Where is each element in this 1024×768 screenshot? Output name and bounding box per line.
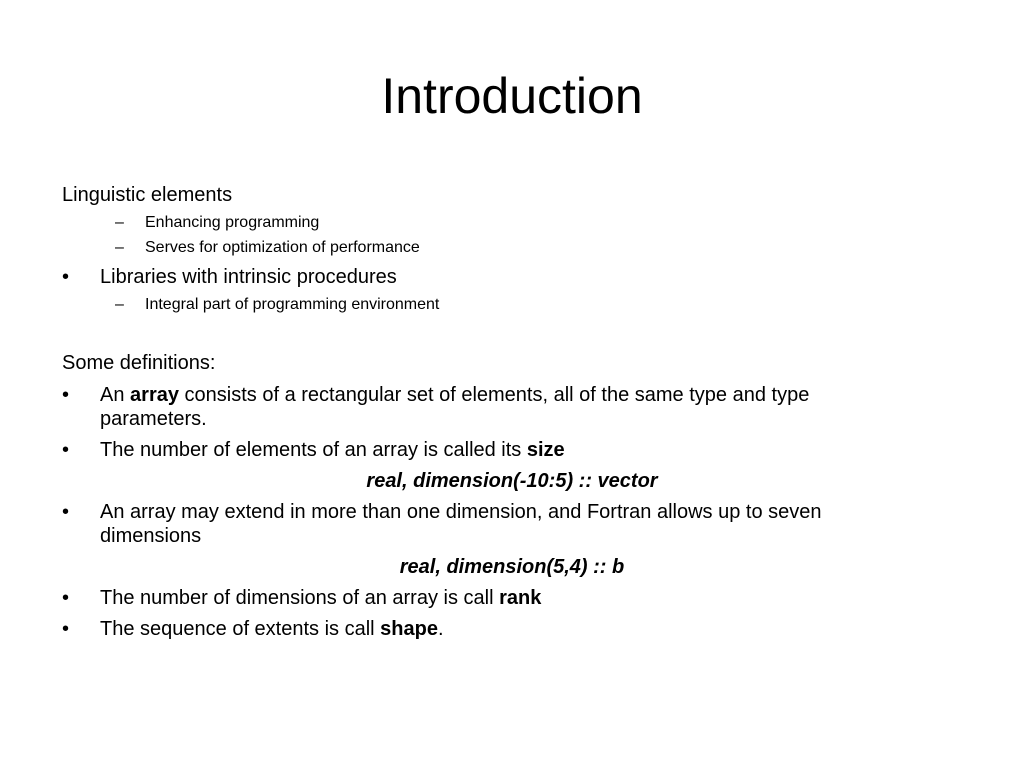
term-shape: shape (380, 618, 438, 640)
bullet-marker: • (62, 439, 70, 461)
dash-marker: – (115, 214, 124, 231)
term-size: size (526, 439, 565, 461)
sub-item-integral: Integral part of programming environment (145, 296, 440, 313)
bullet-marker: • (62, 587, 70, 609)
dash-marker: – (115, 296, 124, 313)
sub-item-optimization: Serves for optimization of performance (145, 239, 420, 256)
dash-marker: – (115, 239, 124, 256)
code-example-vector: real, dimension(-10:5) :: vector (366, 470, 658, 492)
definition-shape: The sequence of extents is call shape. (100, 618, 444, 640)
bullet-marker: • (62, 266, 70, 288)
linguistic-elements-heading: Linguistic elements (62, 184, 233, 206)
sub-item-enhancing: Enhancing programming (145, 214, 320, 231)
definition-dimensions: An array may extend in more than one dimension, and Fortran allows up to seven (100, 501, 822, 523)
slide-title: Introduction (381, 68, 643, 124)
definitions-heading: Some definitions: (62, 352, 216, 374)
libraries-heading: Libraries with intrinsic procedures (100, 266, 397, 288)
term-array: array (130, 384, 179, 406)
definition-size: The number of elements of an array is called its size (100, 439, 565, 461)
definition-array-cont: parameters. (100, 408, 207, 430)
bullet-marker: • (62, 618, 70, 640)
bullet-marker: • (62, 384, 70, 406)
code-example-b: real, dimension(5,4) :: b (399, 556, 625, 578)
bullet-marker: • (62, 501, 70, 523)
definition-array: An array consists of a rectangular set of elements, all of the same type and type (100, 384, 810, 406)
definition-dimensions-cont: dimensions (100, 525, 202, 547)
definition-rank: The number of dimensions of an array is call rank (100, 587, 542, 609)
term-rank: rank (499, 587, 542, 609)
